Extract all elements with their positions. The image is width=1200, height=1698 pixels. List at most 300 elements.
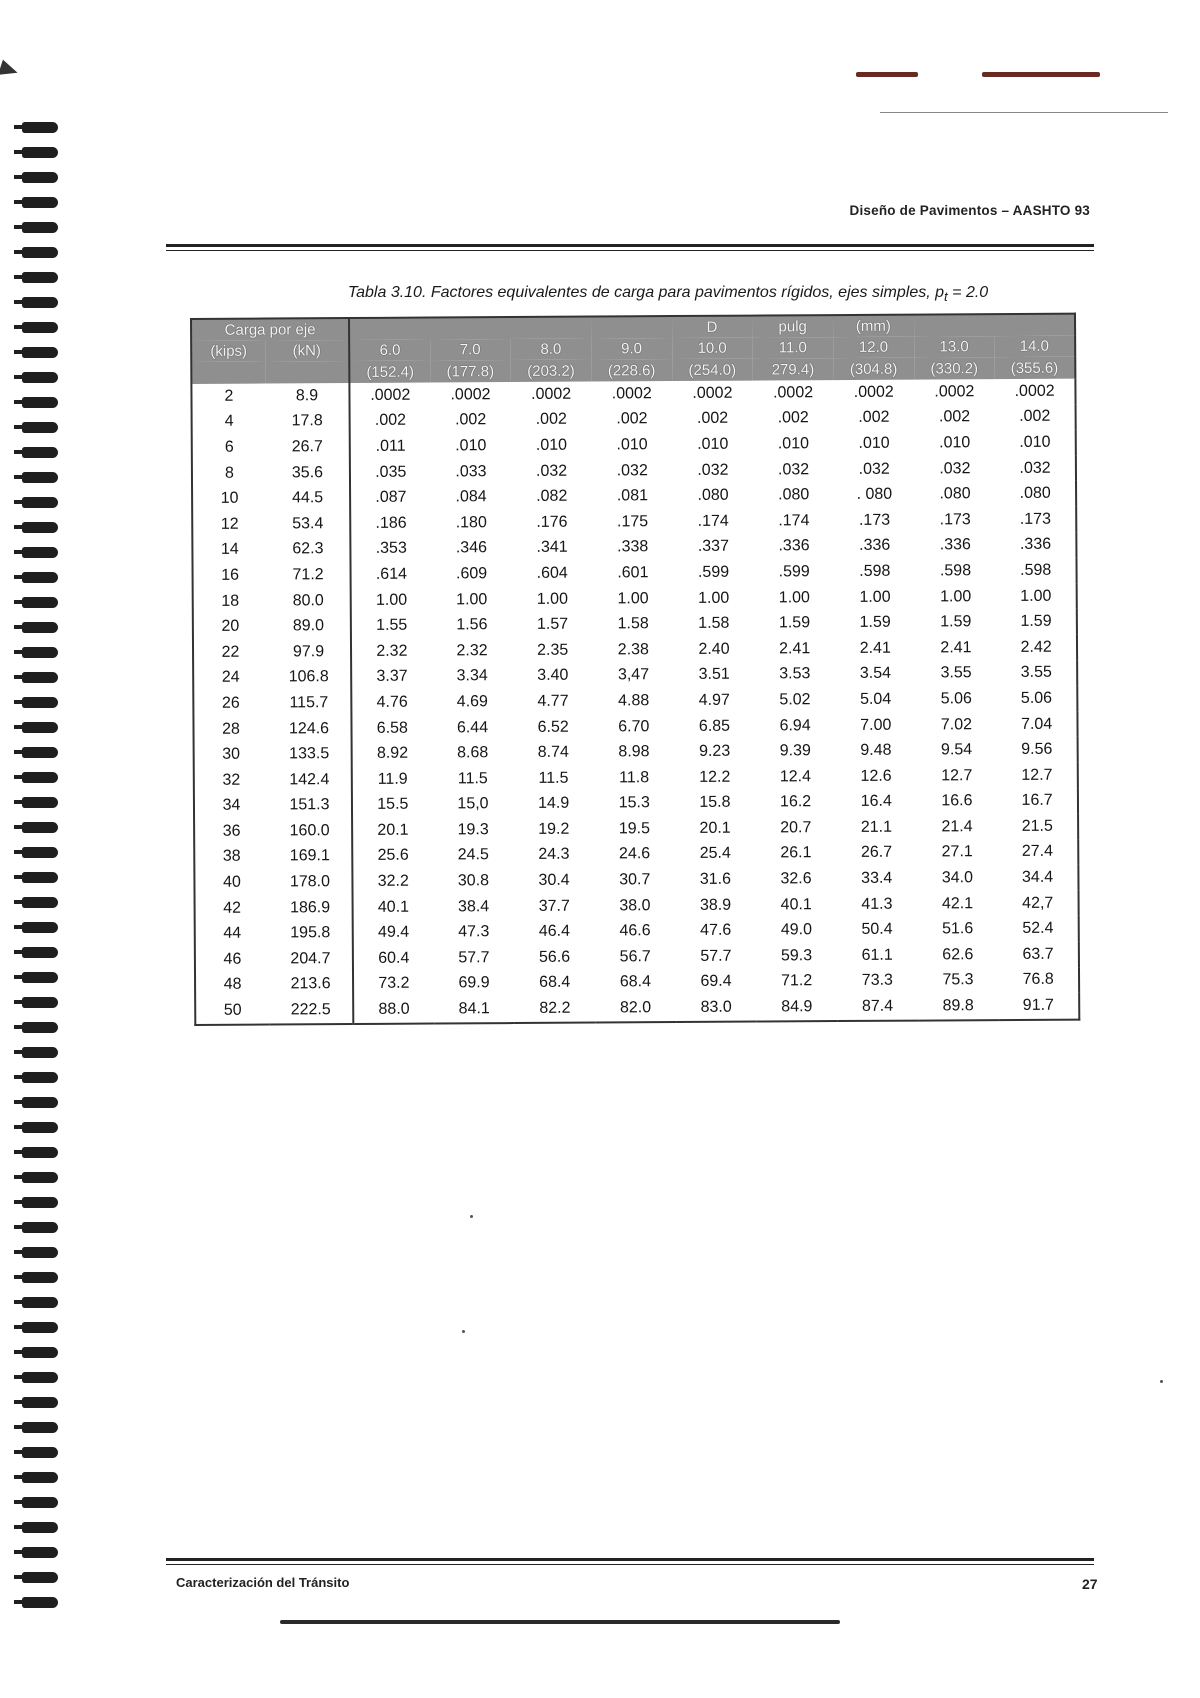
cell-factor: .002	[454, 411, 487, 429]
spiral-coil	[22, 872, 58, 883]
cell-factor: 1.00	[698, 589, 730, 607]
spiral-coil	[22, 1072, 58, 1083]
footer-rule	[166, 1558, 1094, 1561]
cell-factor: .002	[535, 411, 567, 429]
cell-factor: 1.59	[940, 613, 972, 631]
cell-factor: 3.53	[779, 665, 811, 683]
cell-factor: 1.59	[1020, 612, 1052, 631]
running-footer: Caracterización del Tránsito	[176, 1575, 350, 1590]
spiral-coil	[22, 147, 58, 158]
header-thickness-mm: (177.8)	[430, 360, 511, 382]
cell-factor: 60.4	[378, 949, 410, 967]
cell-kn: 133.5	[268, 741, 352, 767]
cell-factor: 5.06	[940, 690, 972, 708]
cell-factor: .087	[375, 488, 407, 507]
cell-factor: .084	[455, 488, 487, 506]
cell-factor: 7.04	[1021, 715, 1053, 733]
cell-factor: 63.7	[1022, 945, 1054, 963]
header-unit-mm: (mm)	[833, 315, 914, 337]
cell-kips: 12	[220, 515, 239, 533]
cell-kips: 4	[224, 413, 234, 431]
spiral-coil	[22, 822, 58, 833]
spiral-coil	[22, 1547, 58, 1558]
spiral-coil	[22, 247, 58, 258]
cell-factor: 57.7	[700, 947, 732, 965]
footer-rule-thin	[166, 1564, 1094, 1565]
cell-factor: 7.02	[940, 715, 973, 733]
cell-factor: 6.44	[456, 718, 489, 736]
cell-factor: .010	[535, 436, 568, 454]
cell-kips: 30	[222, 745, 241, 763]
cell-factor: .010	[616, 436, 648, 454]
header-rule	[166, 244, 1094, 247]
spiral-coil	[22, 1497, 58, 1508]
cell-factor: 3.37	[376, 668, 408, 686]
cell-factor: .0002	[692, 384, 733, 402]
cell-factor: 26.7	[860, 844, 893, 862]
cell-factor: 4.76	[376, 693, 408, 711]
cell-factor: 15.8	[699, 794, 731, 812]
cell-factor: 37.7	[538, 897, 570, 915]
cell-factor: 8.92	[376, 744, 409, 762]
cell-factor: 69.4	[700, 973, 732, 991]
cell-factor: .010	[777, 435, 810, 453]
cell-factor: 2.42	[1020, 638, 1052, 656]
cell-factor: 8.68	[457, 744, 489, 762]
cell-factor: 24.6	[618, 845, 651, 863]
cell-kn: 80.0	[267, 588, 351, 614]
cell-kips: 6	[224, 438, 234, 456]
cell-factor: .174	[778, 511, 810, 530]
cell-factor: .336	[859, 537, 891, 555]
cell-factor: .599	[778, 563, 810, 581]
spiral-coil	[22, 922, 58, 933]
cell-factor: .609	[455, 565, 488, 583]
cell-factor: 3.34	[456, 667, 488, 685]
spiral-coil	[22, 1172, 58, 1183]
spiral-coil	[22, 1122, 58, 1133]
spiral-coil	[22, 422, 58, 433]
cell-factor: 21.4	[941, 818, 973, 836]
header-blank	[914, 314, 1076, 337]
cell-factor: .601	[617, 564, 649, 582]
cell-factor: .032	[858, 460, 890, 478]
scan-edge	[280, 1620, 840, 1624]
cell-factor: 71.2	[781, 972, 813, 990]
cell-factor: .346	[455, 539, 488, 557]
header-thickness-in: 7.0	[430, 339, 511, 360]
cell-factor: 6.58	[376, 719, 408, 737]
header-thickness-mm: (152.4)	[349, 361, 430, 383]
header-unit-in: pulg	[752, 315, 833, 337]
cell-kn: 213.6	[269, 972, 353, 998]
cell-factor: 4.88	[618, 692, 650, 710]
cell-factor: 12.7	[941, 766, 973, 785]
cell-factor: 21.5	[1021, 817, 1053, 835]
cell-factor: .081	[616, 487, 649, 505]
cell-factor: 46.6	[619, 922, 651, 940]
spiral-coil	[22, 847, 58, 858]
spiral-coil	[22, 647, 58, 658]
cell-factor: 1.57	[536, 615, 569, 634]
cell-factor: .033	[455, 462, 487, 480]
cell-factor: 42,7	[1022, 894, 1054, 912]
cell-kn: 8.9	[265, 383, 349, 409]
cell-kn: 178.0	[268, 869, 352, 895]
cell-kn: 124.6	[267, 716, 351, 742]
cell-factor: 40.1	[780, 895, 812, 914]
cell-factor: .002	[374, 412, 407, 430]
cell-factor: 73.2	[378, 975, 410, 993]
cell-factor: .176	[536, 513, 568, 531]
cell-factor: 11.5	[457, 769, 488, 788]
cell-factor: 1.59	[859, 613, 891, 632]
cell-kips: 34	[222, 796, 241, 815]
header-thickness-in: 12.0	[833, 337, 914, 358]
cell-factor: .175	[616, 512, 649, 531]
cell-kn: 97.9	[267, 639, 351, 665]
cell-factor: 3.55	[1020, 664, 1052, 682]
cell-kn: 106.8	[267, 665, 351, 691]
header-d: D	[672, 316, 753, 338]
cell-factor: 12.4	[779, 767, 812, 786]
cell-factor: 47.6	[700, 921, 732, 940]
cell-factor: .0002	[370, 386, 411, 404]
cell-kips: 42	[223, 899, 242, 917]
cell-factor: 15.3	[618, 794, 650, 812]
cell-kips: 28	[222, 720, 240, 738]
spiral-coil	[22, 1247, 58, 1258]
spiral-coil	[22, 1197, 58, 1208]
cell-factor: 3.55	[940, 664, 972, 682]
spiral-binding	[14, 122, 70, 1632]
cell-factor: 26.1	[780, 844, 812, 862]
header-blank	[191, 362, 265, 384]
header-thickness-mm: (228.6)	[591, 359, 672, 381]
cell-factor: 30.8	[457, 872, 490, 890]
cell-factor: .010	[697, 435, 729, 453]
header-thickness-mm: (330.2)	[914, 357, 995, 379]
cell-factor: .186	[375, 514, 407, 532]
cell-factor: . 080	[856, 485, 893, 504]
cell-factor: 14.9	[537, 794, 570, 813]
cell-factor: 1.00	[778, 588, 810, 606]
cell-factor: .032	[939, 459, 971, 478]
header-thickness-mm: (203.2)	[511, 360, 592, 382]
cell-factor: 33.4	[861, 869, 893, 887]
cell-kips: 8	[224, 464, 234, 482]
cell-kips: 16	[221, 566, 240, 584]
cell-kips: 10	[220, 489, 239, 507]
cell-factor: .599	[697, 563, 730, 581]
cell-factor: 82.2	[539, 999, 571, 1017]
spiral-coil	[22, 397, 58, 408]
cell-kips: 2	[224, 387, 234, 405]
cell-factor: .002	[858, 409, 890, 427]
cell-kips: 26	[221, 694, 240, 712]
scan-corner-mark	[0, 60, 20, 81]
cell-factor: .0002	[1014, 382, 1055, 400]
cell-factor: .337	[697, 538, 729, 556]
spiral-coil	[22, 1597, 58, 1608]
cell-factor: .032	[535, 462, 568, 480]
cell-factor: 50.4	[861, 920, 893, 939]
cell-factor: .011	[375, 437, 406, 455]
cell-factor: 12.7	[1021, 766, 1053, 784]
cell-factor: 47.3	[458, 923, 490, 941]
cell-factor: 5.06	[1020, 689, 1053, 707]
scan-line	[880, 112, 1168, 113]
cell-factor: 31.6	[699, 870, 732, 888]
spiral-coil	[22, 1422, 58, 1433]
header-thickness-mm: (254.0)	[672, 359, 753, 381]
cell-factor: 32.2	[377, 872, 409, 890]
spiral-coil	[22, 222, 58, 233]
page-number: 27	[1082, 1576, 1098, 1592]
header-kn: (kN)	[265, 340, 349, 362]
cell-factor: 38.9	[699, 896, 732, 914]
header-thickness-in: 8.0	[510, 339, 591, 360]
cell-factor: 19.5	[618, 820, 651, 838]
cell-factor: .002	[938, 408, 971, 426]
scan-mark	[856, 72, 918, 77]
cell-kn: 160.0	[268, 818, 352, 844]
cell-kips: 46	[223, 950, 242, 968]
cell-kips: 44	[223, 924, 242, 943]
cell-factor: .173	[1019, 510, 1051, 528]
cell-factor: 51.6	[942, 920, 974, 938]
spiral-coil	[22, 447, 58, 458]
cell-factor: 49.0	[780, 921, 812, 939]
cell-factor: 34.0	[941, 869, 973, 887]
spiral-coil	[22, 372, 58, 383]
cell-factor: 62.6	[942, 946, 974, 964]
header-rule-thin	[166, 250, 1094, 251]
spiral-coil	[22, 722, 58, 733]
cell-factor: .173	[858, 511, 891, 529]
header-thickness-in: 6.0	[349, 340, 430, 361]
cell-factor: 2.41	[859, 639, 891, 657]
cell-factor: .080	[697, 486, 729, 505]
spiral-coil	[22, 272, 58, 283]
cell-kn: 53.4	[266, 511, 350, 537]
cell-kn: 89.0	[267, 613, 351, 639]
cell-factor: 1.00	[859, 588, 891, 606]
cell-factor: 3,47	[617, 666, 650, 684]
spiral-coil	[22, 322, 58, 333]
cell-factor: .180	[455, 513, 487, 532]
cell-factor: .002	[616, 410, 648, 428]
cell-kips: 32	[222, 771, 241, 789]
cell-factor: 61.1	[861, 946, 893, 964]
spiral-coil	[22, 1222, 58, 1233]
cell-factor: 11.5	[538, 769, 569, 787]
cell-factor: 1.55	[376, 616, 408, 635]
cell-factor: 4.97	[698, 691, 730, 709]
cell-factor: 27.1	[941, 843, 973, 861]
running-header: Diseño de Pavimentos – AASHTO 93	[849, 203, 1090, 218]
cell-factor: 6.52	[537, 718, 569, 736]
cell-factor: 30.7	[619, 871, 651, 889]
cell-factor: 89.8	[942, 997, 974, 1015]
cell-kips: 50	[223, 1001, 242, 1019]
cell-factor: 1.00	[940, 587, 972, 605]
cell-factor: .341	[536, 539, 568, 557]
cell-factor: 11.8	[619, 768, 650, 787]
cell-factor: .338	[617, 538, 649, 556]
cell-kips: 18	[221, 592, 240, 610]
spiral-coil	[22, 1372, 58, 1383]
cell-factor: 1.58	[617, 615, 649, 633]
cell-factor: 52.4	[1022, 920, 1054, 938]
header-thickness-in: 11.0	[752, 337, 833, 358]
cell-factor: 16.2	[779, 793, 812, 811]
cell-factor: .032	[777, 460, 810, 478]
cell-factor: 1.58	[698, 614, 730, 633]
cell-factor: 1.00	[1020, 587, 1052, 605]
cell-factor: 6.70	[618, 717, 650, 735]
cell-factor: 16.7	[1021, 792, 1053, 810]
cell-factor: 12.6	[860, 767, 892, 785]
cell-factor: .032	[697, 461, 729, 479]
cell-factor: .173	[939, 511, 971, 529]
cell-factor: 8.98	[618, 743, 650, 761]
spiral-coil	[22, 897, 58, 908]
spiral-coil	[22, 572, 58, 583]
header-thickness-in: 10.0	[672, 338, 753, 359]
cell-factor: .080	[1019, 484, 1051, 503]
cell-factor: 16.4	[860, 793, 892, 811]
cell-kn: 204.7	[269, 946, 353, 972]
cell-factor: 69.9	[458, 974, 490, 992]
cell-factor: 15,0	[457, 795, 489, 813]
cell-factor: 9.56	[1021, 740, 1053, 759]
cell-kips: 24	[221, 669, 240, 687]
cell-factor: .0002	[773, 383, 814, 402]
cell-factor: 87.4	[861, 997, 894, 1015]
cell-kn: 71.2	[266, 562, 350, 588]
cell-factor: .598	[939, 562, 972, 580]
cell-factor: 25.4	[699, 845, 731, 863]
cell-factor: 2.41	[940, 638, 972, 657]
spiral-coil	[22, 697, 58, 708]
spiral-coil	[22, 1522, 58, 1533]
cell-factor: .082	[536, 487, 568, 506]
cell-factor: 91.7	[1022, 996, 1054, 1014]
cell-factor: 75.3	[942, 971, 974, 989]
spiral-coil	[22, 672, 58, 683]
cell-factor: 84.9	[781, 998, 813, 1016]
cell-factor: .336	[939, 536, 971, 554]
cell-factor: 1.56	[456, 616, 488, 634]
spiral-coil	[22, 997, 58, 1008]
spiral-coil	[22, 622, 58, 633]
spiral-coil	[22, 747, 58, 758]
cell-kips: 14	[220, 541, 239, 559]
cell-factor: 38.0	[619, 896, 651, 915]
cell-factor: 46.4	[538, 922, 571, 941]
cell-kips: 38	[222, 848, 241, 866]
header-thickness-mm: (355.6)	[995, 357, 1076, 379]
cell-factor: .0002	[611, 384, 652, 403]
cell-factor: 38.4	[457, 897, 490, 916]
cell-factor: 57.7	[458, 949, 490, 967]
cell-factor: .035	[375, 463, 407, 481]
cell-factor: 1.00	[617, 589, 649, 607]
cell-factor: 32.6	[780, 870, 812, 888]
cell-kips: 20	[221, 617, 240, 635]
cell-factor: .010	[939, 434, 971, 452]
cell-factor: 2.40	[698, 640, 730, 658]
spiral-coil	[22, 797, 58, 808]
cell-factor: 20.1	[377, 821, 409, 839]
spiral-coil	[22, 472, 58, 483]
cell-factor: 88.0	[378, 1000, 410, 1018]
cell-factor: 1.59	[778, 614, 811, 632]
cell-factor: 9.54	[940, 741, 973, 759]
cell-factor: 2.32	[376, 642, 408, 660]
spiral-coil	[22, 1272, 58, 1283]
spiral-coil	[22, 1022, 58, 1033]
header-blank	[349, 317, 591, 340]
table-caption	[168, 284, 1168, 304]
cell-factor: 2.38	[617, 640, 649, 659]
cell-factor: 12.2	[699, 768, 731, 786]
cell-kn: 169.1	[268, 844, 352, 870]
cell-factor: .0002	[853, 383, 894, 401]
cell-factor: 25.6	[377, 847, 409, 865]
cell-factor: 3.40	[537, 667, 569, 685]
spiral-coil	[22, 597, 58, 608]
spiral-coil	[22, 1047, 58, 1058]
cell-factor: .604	[536, 564, 568, 582]
spiral-coil	[22, 522, 58, 533]
cell-factor: 34.4	[1021, 868, 1054, 887]
cell-factor: .598	[859, 562, 891, 580]
spiral-coil	[22, 197, 58, 208]
spiral-coil	[22, 972, 58, 983]
spiral-coil	[22, 772, 58, 783]
cell-factor: .002	[696, 410, 729, 428]
cell-factor: .336	[778, 537, 810, 555]
cell-factor: 68.4	[539, 974, 571, 992]
spiral-coil	[22, 347, 58, 358]
cell-factor: .336	[1019, 536, 1052, 554]
header-thickness-mm: (304.8)	[833, 358, 914, 380]
cell-factor: 9.48	[860, 741, 892, 760]
cell-factor: 20.1	[699, 819, 731, 837]
cell-factor: .174	[697, 512, 729, 530]
cell-factor: 40.1	[377, 898, 410, 916]
header-thickness-in: 13.0	[914, 336, 995, 357]
cell-factor: 73.3	[861, 972, 893, 990]
cell-factor: 6.85	[698, 717, 731, 735]
cell-factor: 11.9	[377, 770, 408, 788]
cell-factor: 41.3	[861, 895, 893, 913]
cell-kn: 142.4	[268, 767, 352, 793]
cell-factor: 2.32	[456, 641, 488, 660]
scan-dot	[462, 1330, 465, 1333]
cell-kips: 40	[222, 873, 241, 891]
cell-kips: 36	[222, 822, 241, 840]
cell-factor: .0002	[531, 385, 572, 403]
cell-factor: 3.54	[859, 665, 892, 683]
cell-factor: .010	[858, 434, 890, 452]
cell-factor: 19.3	[457, 821, 489, 839]
cell-factor: 2.41	[779, 639, 811, 658]
cell-factor: 24.3	[538, 846, 570, 864]
cell-factor: .598	[1020, 561, 1052, 579]
